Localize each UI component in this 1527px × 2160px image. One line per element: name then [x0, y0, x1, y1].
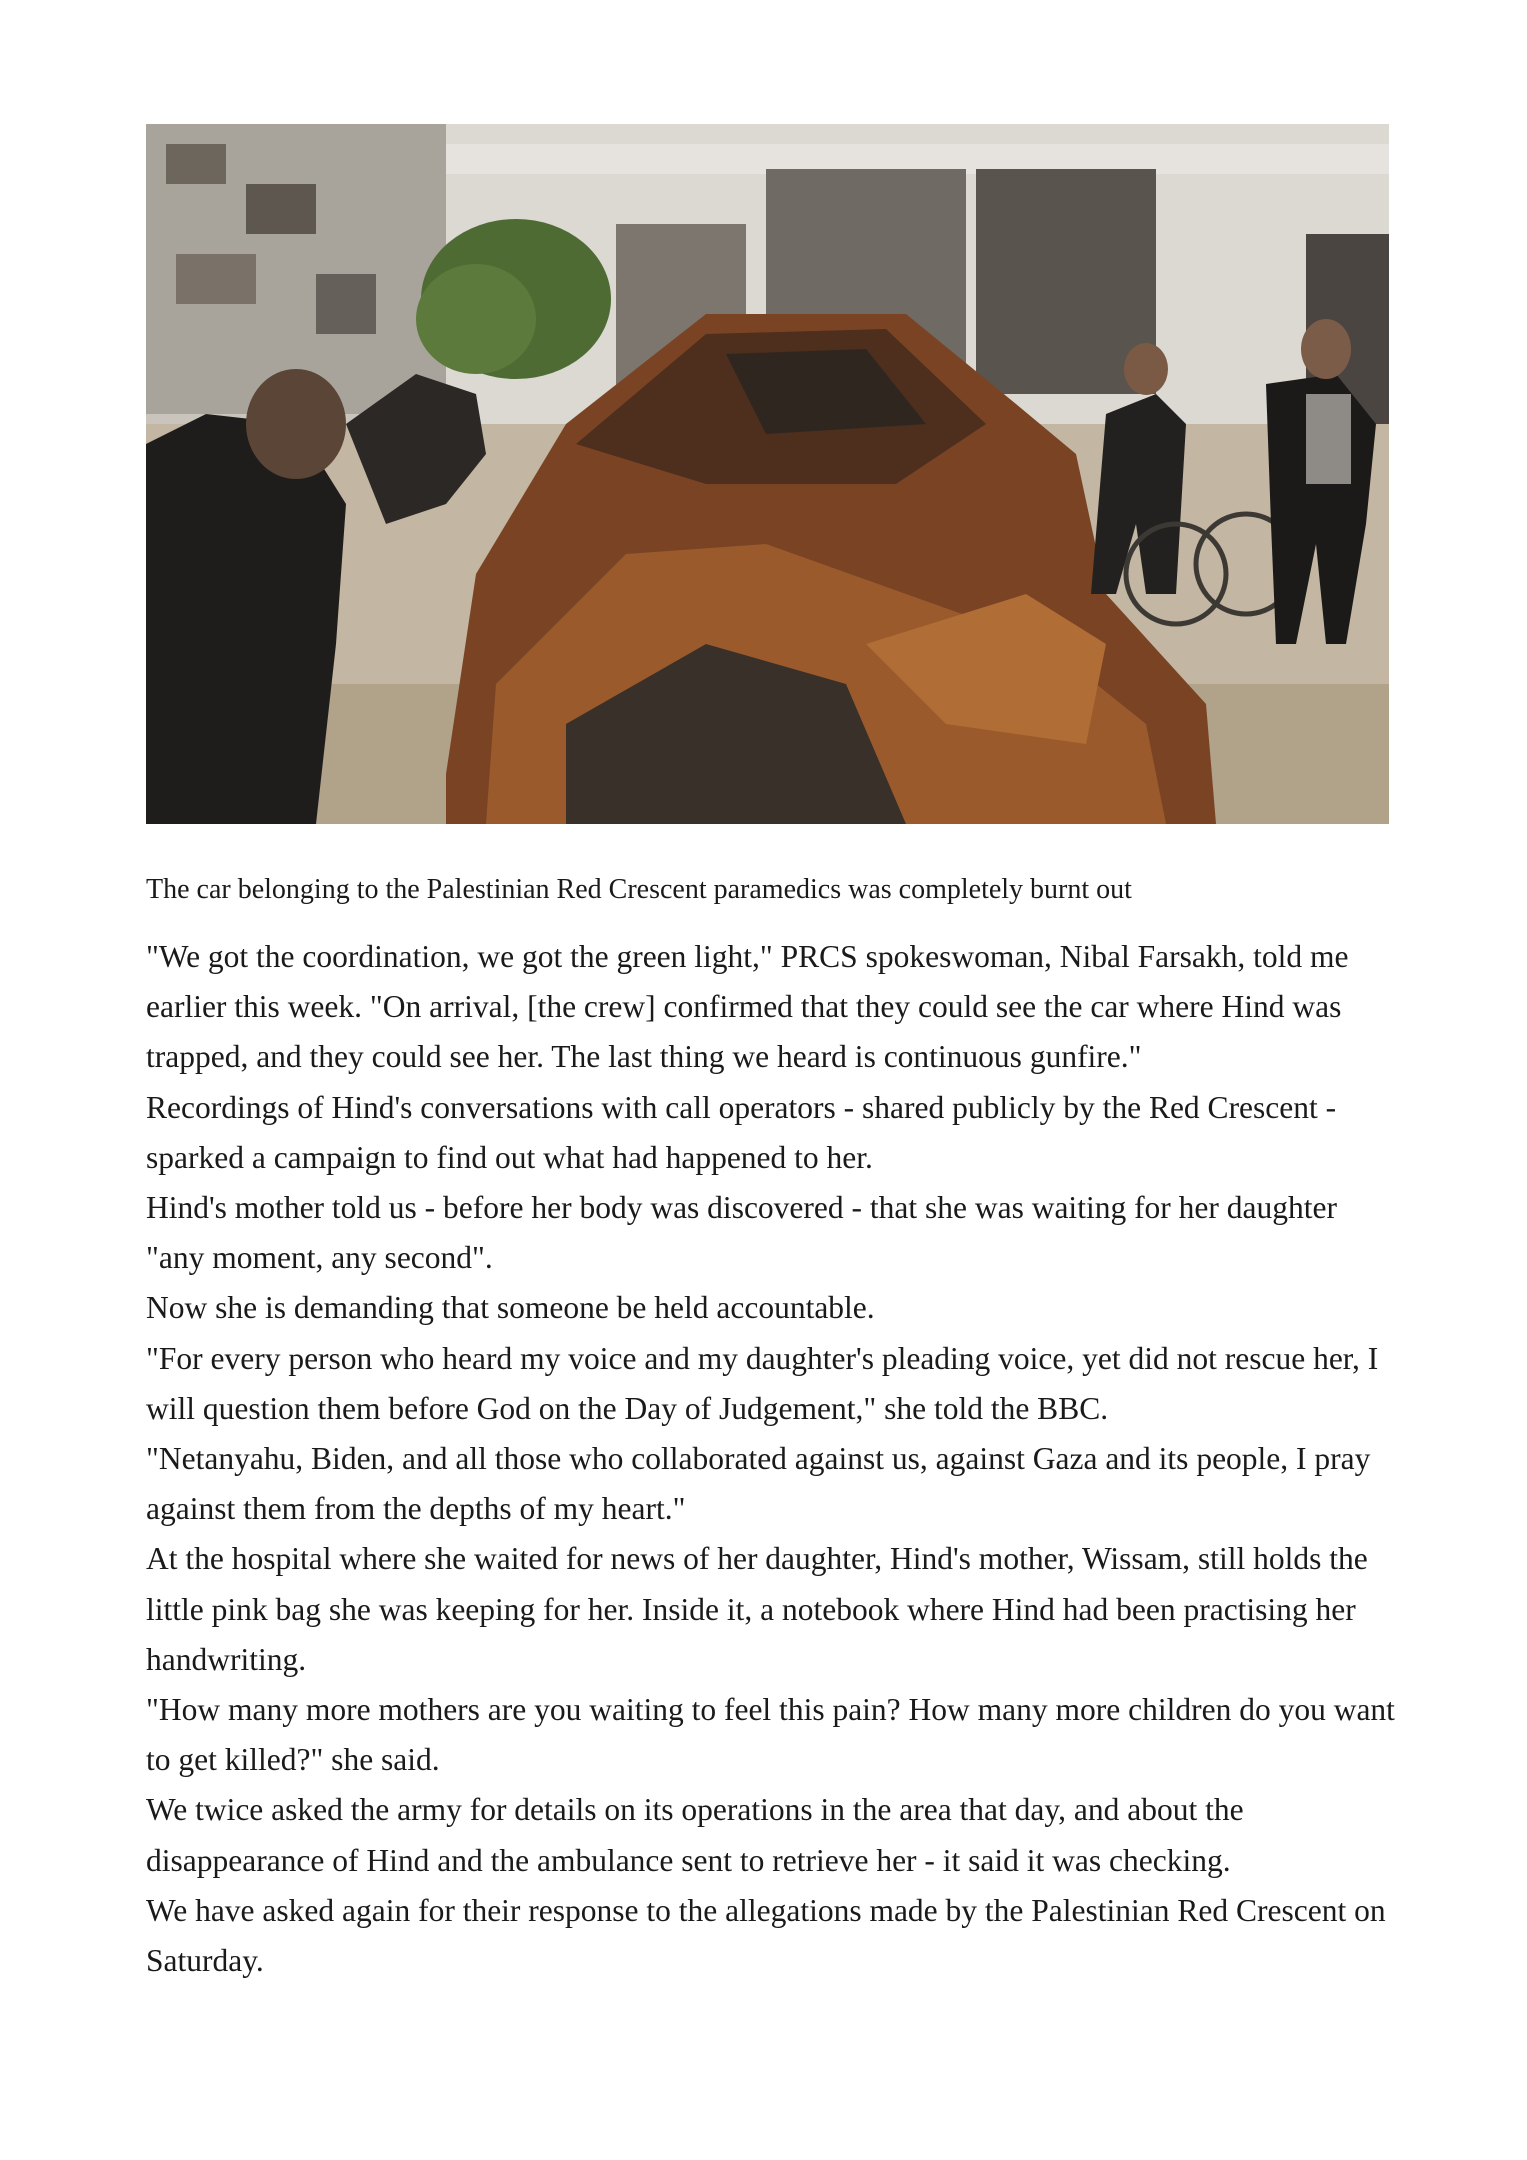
photo-illustration: [146, 124, 1389, 824]
paragraph: We have asked again for their response to the allegations made by the Palestinian Red Crescent on Saturday.: [146, 1892, 1386, 1979]
paragraph: Hind's mother told us - before her body was discovered - that she was waiting for her daughter "any moment, any second".: [146, 1190, 1337, 1276]
paragraph: "We got the coordination, we got the green light," PRCS spokeswoman, Nibal Farsakh, told me earlier this week. "On arrival, [the crew] confirmed that they could see the car where Hind was trapped, and they could see her. The last thing we heard is continuous gunfire.": [146, 939, 1349, 1075]
burnt-car-photo: [146, 124, 1389, 824]
article-body: [146, 932, 1396, 1986]
person-left: [146, 414, 346, 824]
paragraph: Now she is demanding that someone be held accountable.: [146, 1290, 875, 1326]
paragraph: "Netanyahu, Biden, and all those who collaborated against us, against Gaza and its people, I pray against them from the depths of my heart.": [146, 1441, 1371, 1527]
paragraph: At the hospital where she waited for news of her daughter, Hind's mother, Wissam, still holds the little pink bag she was keeping for her. Inside it, a notebook where Hind had been practising her handwriting.: [146, 1541, 1368, 1677]
paragraph: We twice asked the army for details on its operations in the area that day, and about the disappearance of Hind and the ambulance sent to retrieve her - it said it was checking.: [146, 1792, 1244, 1878]
image-caption: The car belonging to the Palestinian Red Crescent paramedics was completely burnt out: [146, 874, 1132, 905]
paragraph: "How many more mothers are you waiting to feel this pain? How many more children do you want to get killed?" she said.: [146, 1692, 1395, 1778]
paragraph: "For every person who heard my voice and my daughter's pleading voice, yet did not rescue her, I will question them before God on the Day of Judgement," she told the BBC.: [146, 1340, 1379, 1426]
paragraph: Recordings of Hind's conversations with call operators - shared publicly by the Red Crescent - sparked a campaign to find out what had happened to her.: [146, 1089, 1337, 1175]
